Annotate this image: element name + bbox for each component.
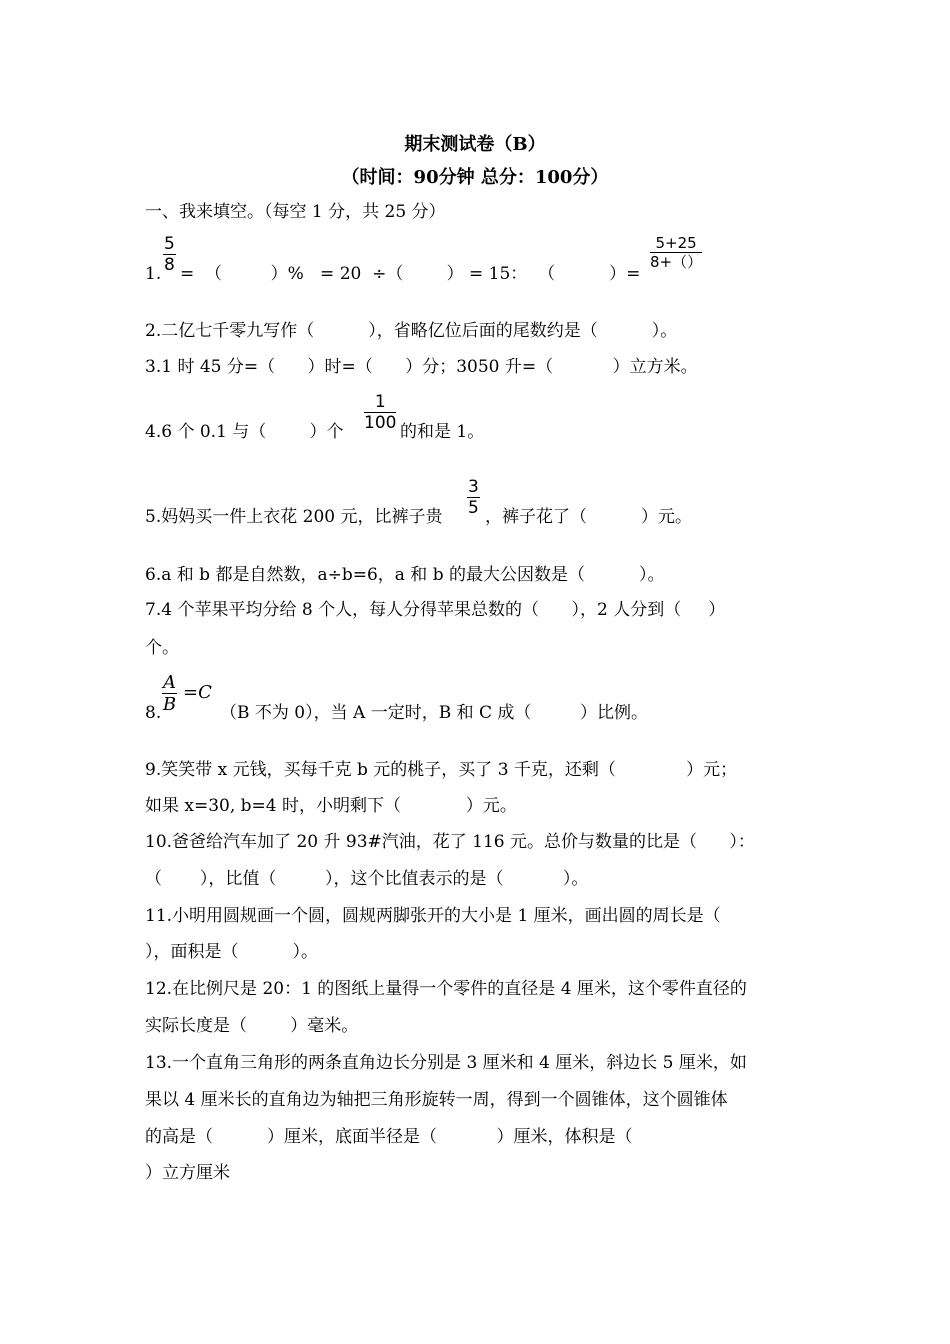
q7-line-2: 个。 (145, 638, 179, 658)
q5-frac-numerator: 3 (468, 477, 479, 497)
q9-line-1: 9.笑笑带 x 元钱，买每千克 b 元的桃子，买了 3 千克，还剩（ ）元； (145, 760, 738, 780)
q1-fraction-right (650, 234, 702, 271)
question-2: 2.二亿七千零九写作（ ），省略亿位后面的尾数约是（ ）。 (145, 321, 678, 341)
q4-frac-numerator: 1 (364, 392, 396, 413)
q8-prefix: 8. (145, 703, 162, 723)
q4-before: 4.6 个 0.1 与（ ）个 (145, 422, 344, 442)
q5-fraction (467, 477, 480, 518)
q12-line-2: 实际长度是（ ）毫米。 (145, 1016, 359, 1036)
q4-fraction (364, 392, 396, 433)
q1-frac1-denominator: 8 (164, 255, 175, 275)
q7-line-1: 7.4 个苹果平均分给 8 个人，每人分得苹果总数的（ ），2 人分到（ ） (145, 600, 726, 620)
q5-after: ，裤子花了（ ）元。 (485, 507, 693, 527)
q5-before: 5.妈妈买一件上衣花 200 元，比裤子贵 (145, 507, 443, 527)
q10-line-1: 10.爸爸给汽车加了 20 升 93#汽油，花了 116 元。总价与数量的比是（ ）： (145, 832, 755, 852)
q12-line-1: 12.在比例尺是 20：1 的图纸上量得一个零件的直径是 4 厘米，这个零件直径的 (145, 979, 747, 999)
q11-line-2: ），面积是（ ）。 (145, 942, 319, 962)
q13-line-1: 13.一个直角三角形的两条直角边长分别是 3 厘米和 4 厘米，斜边长 5 厘米，如 (145, 1053, 747, 1073)
q13-line-2: 果以 4 厘米长的直角边为轴把三角形旋转一周，得到一个圆锥体，这个圆锥体 (145, 1090, 728, 1110)
question-3: 3.1 时 45 分=（ ）时=（ ）分；3050 升=（ ）立方米。 (145, 357, 698, 377)
page-title: 期末测试卷（B） (404, 134, 546, 155)
q8-body: （B 不为 0），当 A 一定时，B 和 C 成（ ）比例。 (220, 703, 649, 723)
question-6: 6.a 和 b 都是自然数，a÷b=6，a 和 b 的最大公因数是（ ）。 (145, 565, 665, 585)
q8-fraction (162, 672, 177, 715)
q1-frac2-denominator: 8+（） (650, 253, 703, 271)
q4-frac-denominator: 100 (364, 413, 397, 433)
q11-line-1: 11.小明用圆规画一个圆，圆规两脚张开的大小是 1 厘米，画出圆的周长是（ (145, 906, 721, 926)
q13-line-3: 的高是（ ）厘米，底面半径是（ ）厘米，体积是（ (145, 1127, 633, 1147)
q1-body: = （ ）% = 20 ÷（ ） = 15： （ ）= (180, 264, 641, 284)
section-heading: 一、我来填空。（每空 1 分，共 25 分） (145, 202, 446, 222)
q1-fraction-left (163, 234, 176, 275)
page-subtitle: （时间：90分钟 总分：100分） (341, 167, 609, 188)
q4-after: 的和是 1。 (400, 422, 485, 442)
q8-equals: =C (183, 682, 212, 703)
q13-line-4: ）立方厘米 (145, 1163, 230, 1183)
q1-prefix: 1. (145, 264, 162, 284)
q9-line-2: 如果 x=30, b=4 时，小明剩下（ ）元。 (145, 796, 517, 816)
q10-line-2: （ ），比值（ ），这个比值表示的是（ ）。 (145, 869, 589, 889)
q1-frac2-numerator: 5+25 (650, 234, 702, 253)
q1-frac1-numerator: 5 (164, 234, 175, 254)
q5-frac-denominator: 5 (468, 498, 479, 518)
q8-frac-numerator: A (163, 672, 176, 693)
q8-frac-denominator: B (162, 694, 177, 715)
